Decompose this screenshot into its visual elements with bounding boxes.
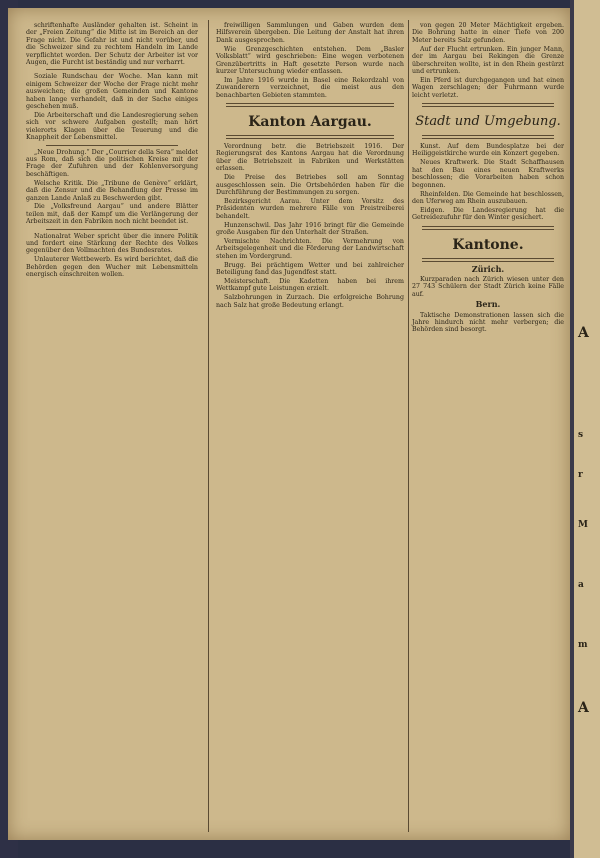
article-paragraph: Kurzparaden nach Zürich wiesen unter den 27 743 Schülern der Stadt Zürich keine Fälle auf.	[412, 276, 564, 298]
next-page-fragment: s	[578, 430, 584, 440]
next-page-fragment: A	[578, 700, 589, 716]
next-page-fragment: M	[578, 520, 588, 530]
article-paragraph: Die Arbeiterschaft und die Landesregierung sehen sich vor schwere Aufgaben gestellt; man hört vielerorts Klagen über die Teuerung und die Knappheit der Lebensmittel.	[26, 111, 198, 142]
article-paragraph: Wie Grenzgeschichten entstehen. Dem „Basler Volksblatt“ wird geschrieben: Eine wegen verbotenen Grenzübertritts in Haft gesetzte Person wurde nach kurzer Untersuchung wieder entlassen.	[216, 45, 404, 75]
article-paragraph: freiwilligen Sammlungen und Gaben wurden dem Hilfsverein übergeben. Die Leitung der Anstalt hat ihren Dank ausgesprochen.	[216, 22, 404, 44]
article-paragraph: „Neue Drohung.“ Der „Courrier della Sera“ meldet aus Rom, daß sich die politischen Kreise mit der Frage der Zufuhren und der Kohlenversorgung beschäftigen.	[26, 148, 198, 178]
article-paragraph: Taktische Demonstrationen lassen sich die Jahre hindurch nicht mehr verbergen; die Behörden sind besorgt.	[412, 311, 564, 334]
article-paragraph: schriftenhafte Ausländer gehalten ist. Scheint in der „Freien Zeitung“ die Mitte ist im Bereich an der Frage nicht. Die Gefahr ist und nicht vorüber, und die Schweizer sind zu rechtem Handeln im Lande verpflichtet worden. Der Schutz der Arbeiter ist vor Augen, die Furcht ist beständig und nur verharrt.	[26, 22, 198, 67]
article-paragraph: Bezirksgericht Aarau. Unter dem Vorsitz des Präsidenten wurden mehrere Fälle von Preistreiberei behandelt.	[216, 197, 404, 220]
section-separator	[422, 135, 554, 139]
article-paragraph: Neues Kraftwerk. Die Stadt Schaffhausen hat den Bau eines neuen Kraftwerks beschlossen; die Vorarbeiten haben schon begonnen.	[412, 159, 564, 189]
next-page-edge	[570, 0, 600, 858]
next-page-fragment: A	[578, 325, 589, 341]
article-paragraph: Meisterschaft. Die Kadetten haben bei ihrem Wettkampf gute Leistungen erzielt.	[216, 277, 404, 293]
article-paragraph: Die Preise des Betriebes soll am Sonntag ausgeschlossen sein. Die Ortsbehörden haben für die Durchführung der Bestimmungen zu sorgen.	[216, 174, 404, 196]
article-paragraph: Rheinfelden. Die Gemeinde hat beschlossen, den Uferweg am Rhein auszubauen.	[412, 190, 564, 205]
newspaper-page	[8, 8, 570, 840]
section-heading-kantone: Kantone.	[452, 236, 524, 253]
separator	[46, 145, 178, 146]
column-2	[216, 22, 404, 311]
next-page-fragment: r	[578, 470, 583, 480]
article-paragraph: Eidgen. Die Landesregierung hat die Getreidezufuhr für den Winter gesichert.	[412, 206, 564, 222]
section-heading-aargau: Kanton Aargau.	[248, 114, 372, 131]
section-separator	[422, 226, 554, 230]
article-paragraph: Auf der Flucht ertrunken. Ein junger Mann, der im Aargau bei Rekingen die Grenze überschreiten wollte, ist in den Rhein gestürzt und ertrunken.	[412, 45, 564, 75]
section-separator	[226, 103, 394, 107]
article-paragraph: Verordnung betr. die Betriebszeit 1916. Der Regierungsrat des Kantons Aargau hat die Verordnung über die Betriebszeit in Fabriken und Werkstätten erlassen.	[216, 143, 404, 173]
section-separator	[226, 135, 394, 139]
article-paragraph: Kunst. Auf dem Bundesplatze bei der Heiliggeistkirche wurde ein Konzert gegeben.	[412, 143, 564, 158]
article-paragraph: Vermischte Nachrichten. Die Vermehrung von Arbeitsgelegenheit und die Förderung der Landwirtschaft stehen im Vordergrund.	[216, 237, 404, 260]
article-paragraph: Nationalrat Weber spricht über die innere Politik und fordert eine Stärkung der Rechte des Volkes gegenüber den Vollmachten des Bundesrates.	[26, 232, 198, 255]
page-gutter	[570, 0, 574, 858]
column-1	[26, 22, 198, 280]
section-separator	[422, 103, 554, 107]
article-paragraph: Welsche Kritik. Die „Tribune de Genève“ erklärt, daß die Zensur und die Behandlung der Presse im ganzen Lande Anlaß zu Beschwerden gibt.	[26, 179, 198, 202]
separator	[46, 229, 178, 230]
column-rule	[208, 20, 209, 832]
next-page-fragment: a	[578, 580, 584, 590]
article-paragraph: Die „Volksfreund Aargau“ und andere Blätter teilen mit, daß der Kampf um die Verlängerung der Arbeitszeit in den Fabriken noch nicht beendet ist.	[26, 203, 198, 226]
section-heading-stadt: Stadt und Umgebung.	[415, 114, 561, 130]
separator	[46, 69, 178, 70]
article-paragraph: von gegen 20 Meter Mächtigkeit ergeben. Die Bohrung hatte in einer Tiefe von 200 Meter bereits Salz gefunden.	[412, 22, 564, 44]
article-paragraph: Im Jahre 1916 wurde in Basel eine Rekordzahl von Zuwanderern verzeichnet, die meist aus den benachbarten Gebieten stammten.	[216, 76, 404, 99]
article-paragraph: Brugg. Bei prächtigem Wetter und bei zahlreicher Beteiligung fand das Jugendfest statt.	[216, 261, 404, 277]
subheading-zurich: Zürich.	[471, 263, 505, 274]
article-paragraph: Soziale Rundschau der Woche. Man kann mit einigem Schweizer der Woche der Frage nicht mehr ausweichen; die großen Gemeinden und Kantone haben lange verhandelt, daß in der Sache einiges geschehen muß.	[26, 73, 198, 111]
column-rule	[408, 20, 409, 832]
subheading-bern: Bern.	[475, 299, 501, 310]
article-paragraph: Unlauterer Wettbewerb. Es wird berichtet, daß die Behörden gegen den Wucher mit Lebensmitteln energisch einschreiten wollen.	[26, 256, 198, 279]
column-3	[412, 22, 564, 335]
section-separator	[422, 258, 554, 262]
article-paragraph: Salzbohrungen in Zurzach. Die erfolgreiche Bohrung nach Salz hat große Bedeutung erlangt.	[216, 294, 404, 309]
next-page-fragment: m	[578, 640, 588, 650]
article-paragraph: Ein Pferd ist durchgegangen und hat einen Wagen zerschlagen; der Fuhrmann wurde leicht verletzt.	[412, 76, 564, 99]
article-paragraph: Hunzenschwil. Das Jahr 1916 bringt für die Gemeinde große Ausgaben für den Unterhalt der Straßen.	[216, 221, 404, 237]
